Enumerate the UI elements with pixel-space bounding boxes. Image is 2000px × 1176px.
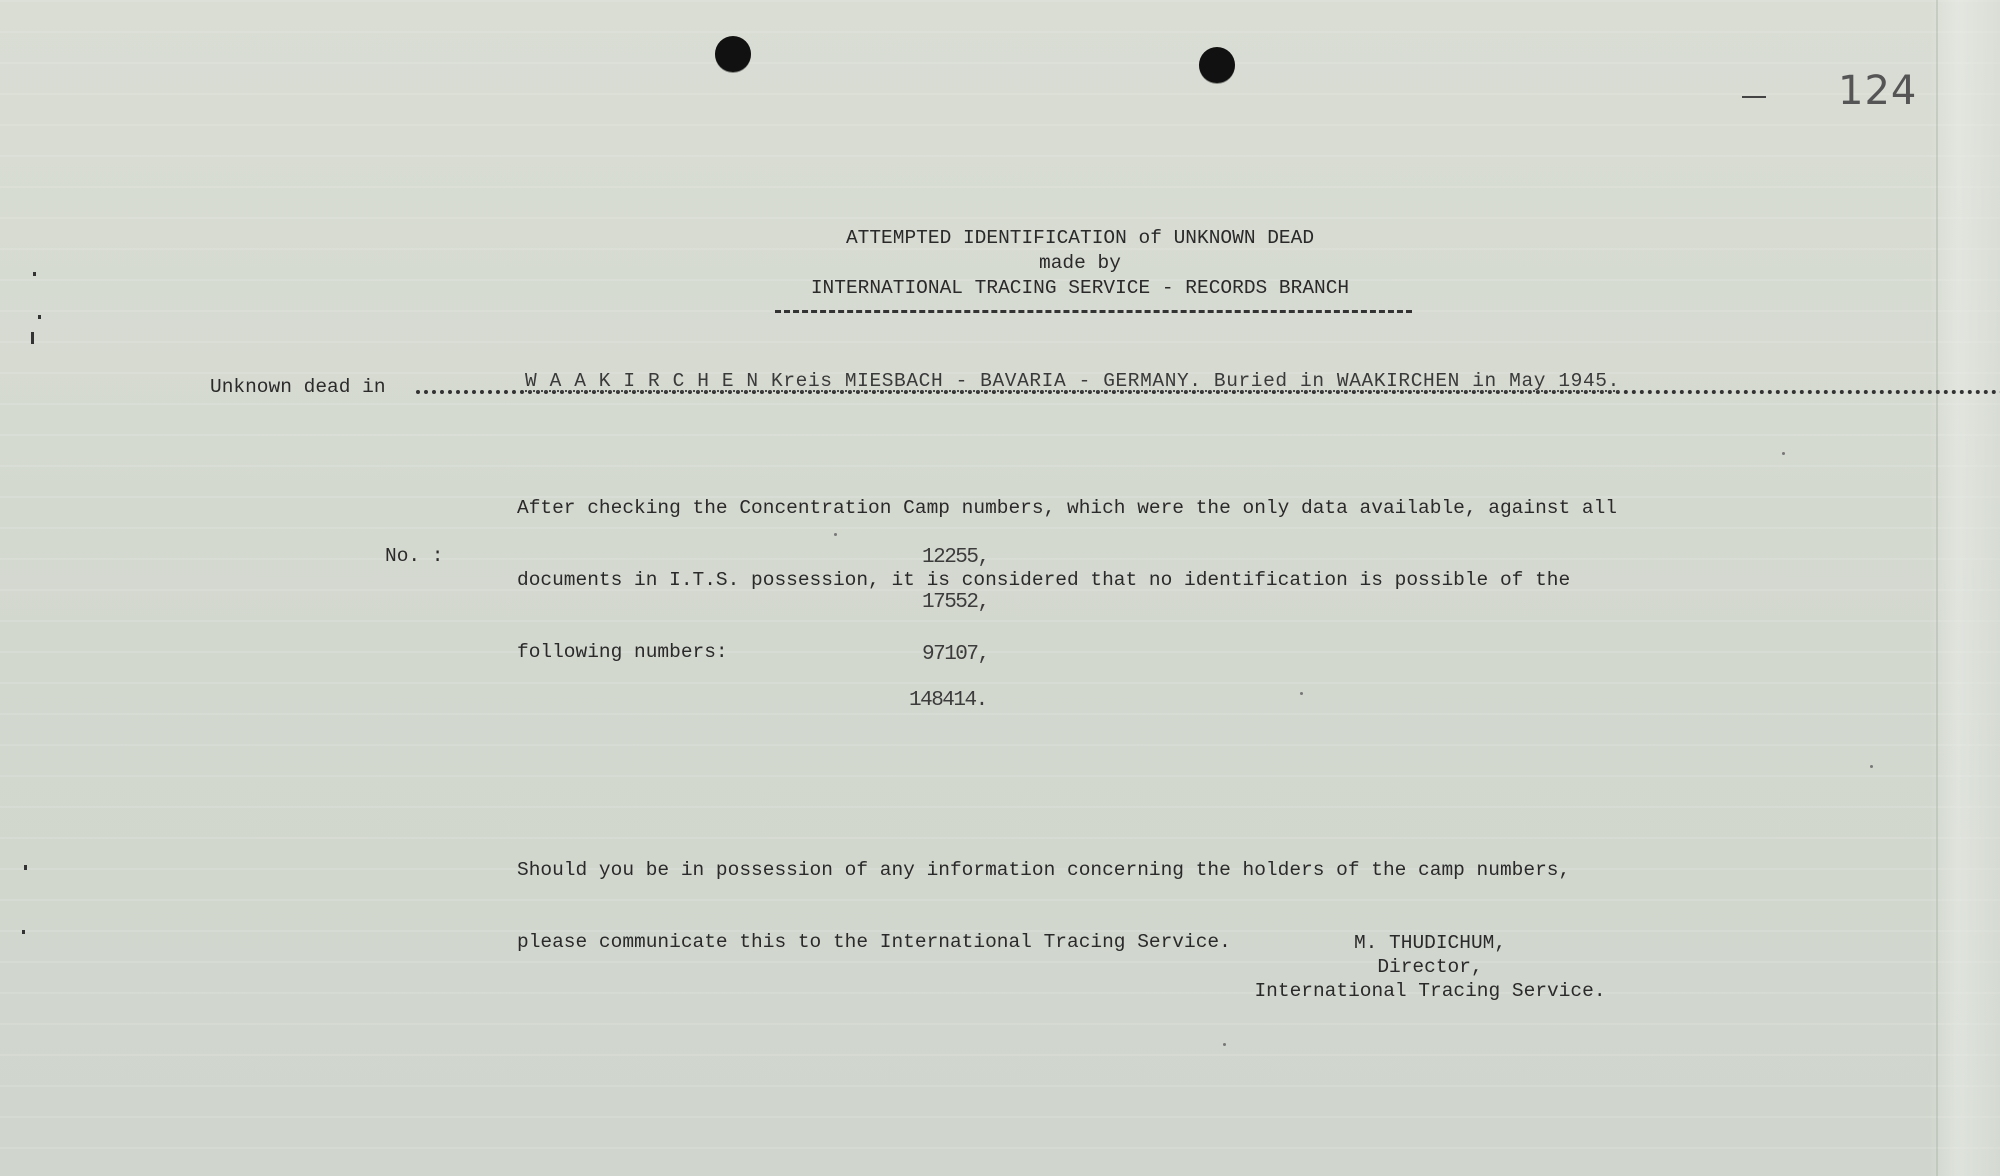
page-number: 124 xyxy=(1838,68,1918,114)
header-title: ATTEMPTED IDENTIFICATION of UNKNOWN DEAD xyxy=(845,227,1315,249)
header-subtitle: made by xyxy=(1039,252,1121,274)
camp-number: 148414. xyxy=(909,689,987,712)
signature-block xyxy=(1200,931,1660,1003)
punch-hole-left xyxy=(715,36,751,72)
burial-location: W A A K I R C H E N Kreis MIESBACH - BAVARIA - GERMANY. Buried in WAAKIRCHEN in May 1945. xyxy=(525,370,1620,392)
header-dashed-rule xyxy=(775,310,1412,313)
margin-mark xyxy=(22,930,25,934)
page-edge-line xyxy=(1936,0,1938,1176)
checking-paragraph xyxy=(517,448,1617,712)
paper-speck xyxy=(1223,1043,1226,1046)
header-organization: INTERNATIONAL TRACING SERVICE - RECORDS BRANCH xyxy=(810,277,1350,299)
paragraph-line: Should you be in possession of any information concerning the holders of the camp numbers, xyxy=(517,859,1571,881)
page-right-edge xyxy=(1930,0,2000,1176)
paper-speck xyxy=(1870,765,1873,768)
paragraph-line: documents in I.T.S. possession, it is considered that no identification is possible of the xyxy=(517,569,1571,591)
paper-speck xyxy=(1782,452,1785,455)
paper-speck xyxy=(834,533,837,536)
paragraph-line: please communicate this to the International Tracing Service. xyxy=(517,931,1231,953)
document-header xyxy=(640,226,1520,301)
margin-mark xyxy=(31,332,34,344)
paragraph-line: following numbers: xyxy=(517,641,728,663)
margin-mark xyxy=(33,272,36,276)
signatory-title: Director, xyxy=(1377,956,1483,978)
numbers-label: No. : xyxy=(385,545,444,567)
paragraph-line: After checking the Concentration Camp numbers, which were the only data available, against all xyxy=(517,497,1617,519)
margin-mark xyxy=(24,865,27,870)
camp-number: 97107, xyxy=(922,643,989,666)
margin-dash xyxy=(1742,96,1766,98)
punch-hole-right xyxy=(1199,47,1235,83)
margin-mark xyxy=(38,315,41,319)
signatory-organization: International Tracing Service. xyxy=(1254,980,1606,1002)
unknown-dead-label: Unknown dead in xyxy=(210,376,386,398)
signatory-name: M. THUDICHUM, xyxy=(1353,932,1507,954)
camp-number: 17552, xyxy=(922,591,989,614)
paper-speck xyxy=(1300,692,1303,695)
camp-number: 12255, xyxy=(922,546,989,569)
